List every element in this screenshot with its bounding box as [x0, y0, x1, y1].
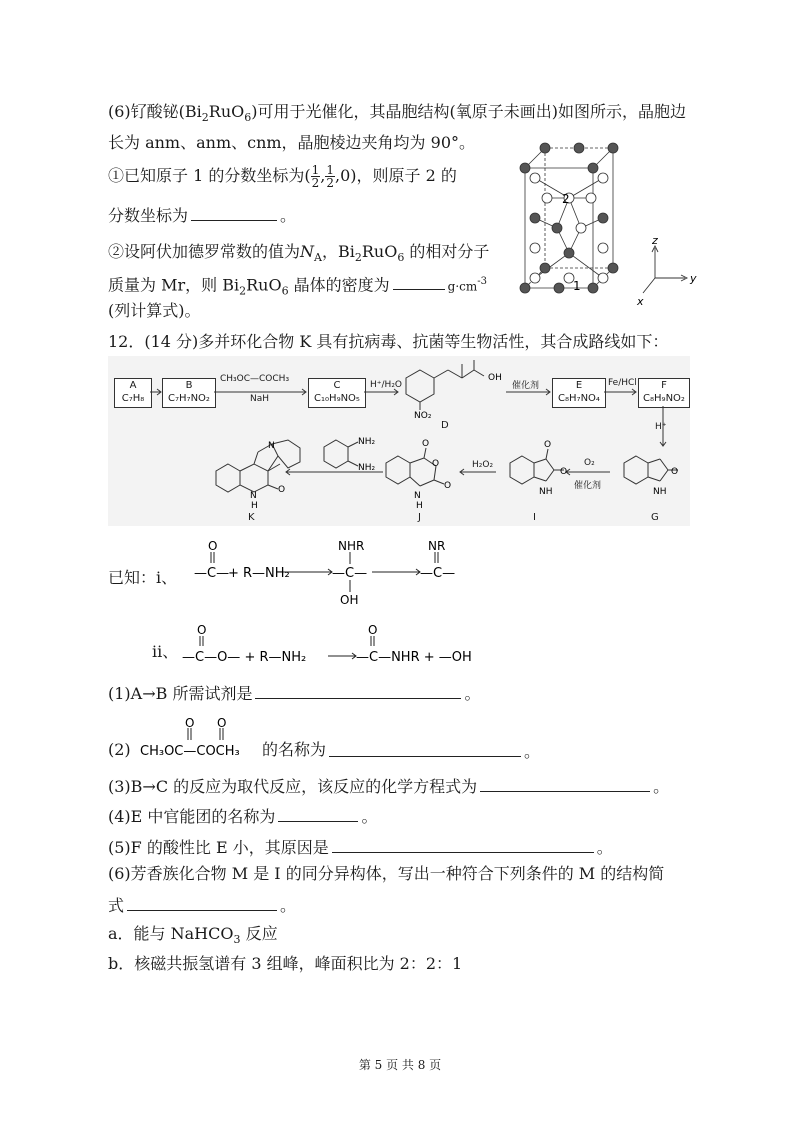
diamine-nh2-1: NH₂ [358, 437, 376, 447]
q6-line2: 长为 anm、anm、cnm，晶胞棱边夹角均为 90°。 [108, 133, 476, 152]
reagent-GI-bottom: 催化剂 [574, 481, 602, 491]
known-ii-label: ii、 [152, 642, 179, 661]
svg-text:+ R—NH₂: + R—NH₂ [228, 566, 290, 581]
diamine-nh2-2: NH₂ [358, 463, 376, 473]
svg-text:—C—O— + R—NH₂: —C—O— + R—NH₂ [182, 650, 307, 665]
known-label: 已知：i、 [108, 568, 178, 587]
reagent-EF: Fe/HCl [608, 378, 637, 388]
reagent-FG: H⁺ [655, 422, 667, 432]
q12-question-6: (6)芳香族化合物 M 是 I 的同分异构体，写出一种符合下列条件的 M 的结构简 [108, 864, 665, 883]
route-arrows-and-structures [108, 356, 690, 526]
dimethyl-oxalate-structure [138, 716, 260, 760]
reagent-IJ: H₂O₂ [472, 460, 494, 470]
answer-blank-2[interactable] [329, 738, 521, 757]
svg-text:O: O [208, 539, 218, 553]
J-o1: O [422, 439, 430, 449]
atom-label-2: 2 [562, 192, 570, 206]
compound-G-label: G [651, 512, 659, 523]
page-footer: 第 5 页 共 8 页 [358, 1058, 442, 1072]
q12-title: 12．(14 分)多并环化合物 K 具有抗病毒、抗菌等生物活性，其合成路线如下： [108, 332, 669, 351]
K-h: H [251, 501, 258, 511]
reagent-GI-top: O₂ [584, 458, 595, 468]
J-o2: O [444, 481, 452, 491]
q12-question-4: (4)E 中官能团的名称为 。 [108, 803, 377, 829]
compound-B-box: B C₇H₇NO₂ [162, 378, 216, 408]
svg-text:—C—: —C— [420, 566, 456, 581]
svg-text:CH₃OC—COCH₃: CH₃OC—COCH₃ [140, 744, 240, 759]
reagent-BC-bottom: NaH [250, 394, 270, 404]
compound-A-box: A C₇H₈ [114, 378, 152, 408]
J-h: H [416, 501, 423, 511]
axis-x: x [637, 295, 644, 308]
axis-y: y [690, 272, 697, 285]
synthesis-route [108, 356, 690, 526]
svg-text:O: O [368, 623, 378, 637]
svg-text:NR: NR [428, 539, 446, 553]
fraction-half-2: $\frac{1}{2}$ [326, 163, 334, 190]
compound-F-box: F C₈H₉NO₂ [638, 378, 690, 408]
svg-text:O: O [185, 716, 195, 730]
I-o1: O [544, 440, 552, 450]
reagent-DE: 催化剂 [512, 381, 540, 391]
condition-b: b．核磁共振氢谱有 3 组峰，峰面积比为 2：2：1 [108, 954, 463, 973]
compound-I-label: I [533, 512, 536, 523]
axis-z: z [652, 234, 658, 247]
G-nh: NH [653, 487, 667, 497]
svg-text:O: O [197, 623, 207, 637]
q6-part2-line3: (列计算式)。 [108, 301, 201, 320]
answer-blank-5[interactable] [332, 834, 594, 853]
compound-J-label: J [418, 512, 421, 523]
q12-question-2: (2) O O CH₃OC—COCH₃ 的名称为 。 [108, 716, 541, 761]
answer-blank-4[interactable] [278, 803, 358, 822]
q6-part2-line2: 质量为 Mr，则 $Bi_2RuO_6$ 晶体的密度为 $g\cdot cm^{-3}$ [108, 270, 487, 304]
D-oh: OH [488, 373, 502, 383]
q12-question-1: (1)A→B 所需试剂是 。 [108, 680, 481, 706]
svg-text:—C—: —C— [194, 566, 230, 581]
fraction-half-1: $\frac{1}{2}$ [311, 163, 320, 190]
atom-corner [540, 143, 550, 153]
answer-blank-3[interactable] [480, 773, 650, 792]
J-o-ring: O [432, 459, 440, 469]
atom-label-1: 1 [573, 279, 581, 293]
q6-part2: ②设阿伏加德罗常数的值为$N_A$，$Bi_2RuO_6$ 的相对分子 [108, 242, 490, 265]
I-o2: O [560, 467, 568, 477]
svg-text:NHR: NHR [338, 539, 365, 553]
compound-D-label: D [441, 420, 449, 431]
compound-K-label: K [248, 512, 255, 523]
answer-blank-1[interactable] [255, 680, 461, 699]
crystal-cell-figure [505, 138, 705, 308]
svg-text:—C—: —C— [332, 566, 368, 581]
known-reaction-ii [178, 622, 498, 672]
answer-blank-coord[interactable] [191, 202, 277, 221]
svg-text:O: O [217, 716, 227, 730]
condition-a: a．能与 NaHCO$_3$ 反应 [108, 924, 278, 947]
svg-text:—C—NHR + —OH: —C—NHR + —OH [356, 650, 472, 665]
compound-E-box: E C₈H₇NO₄ [552, 378, 606, 408]
J-n: N [414, 491, 421, 501]
I-nh: NH [539, 487, 553, 497]
K-n1: N [268, 441, 275, 451]
known-reaction-i [180, 536, 480, 606]
K-n2: N [250, 491, 257, 501]
reagent-CD: H⁺/H₂O [370, 380, 403, 390]
D-no2: NO₂ [414, 411, 432, 421]
q12-question-6-line2: 式 。 [108, 892, 296, 918]
K-o: O [278, 485, 286, 495]
q12-question-3: (3)B→C 的反应为取代反应，该反应的化学方程式为 。 [108, 773, 669, 799]
reagent-BC-top: CH₃OC—COCH₃ [220, 374, 290, 384]
q6-line1: (6)钌酸铋$(Bi_2RuO_6)$可用于光催化，其晶胞结构(氧原子未画出)如图所示，晶胞边 [108, 102, 686, 125]
q6-part1-line2: 分数坐标为 。 [108, 202, 296, 228]
answer-blank-density[interactable] [393, 271, 445, 290]
answer-blank-6[interactable] [127, 892, 277, 911]
q12-question-5: (5)F 的酸性比 E 小，其原因是 。 [108, 834, 613, 860]
compound-C-box: C C₁₀H₉NO₅ [308, 378, 366, 408]
svg-text:OH: OH [340, 593, 359, 606]
q6-part1: ①已知原子 1 的分数坐标为( $\frac{1}{2}$ , $\frac{1}{2}$ ,0)，则原子 2 的 [108, 163, 457, 190]
G-o: O [671, 467, 679, 477]
